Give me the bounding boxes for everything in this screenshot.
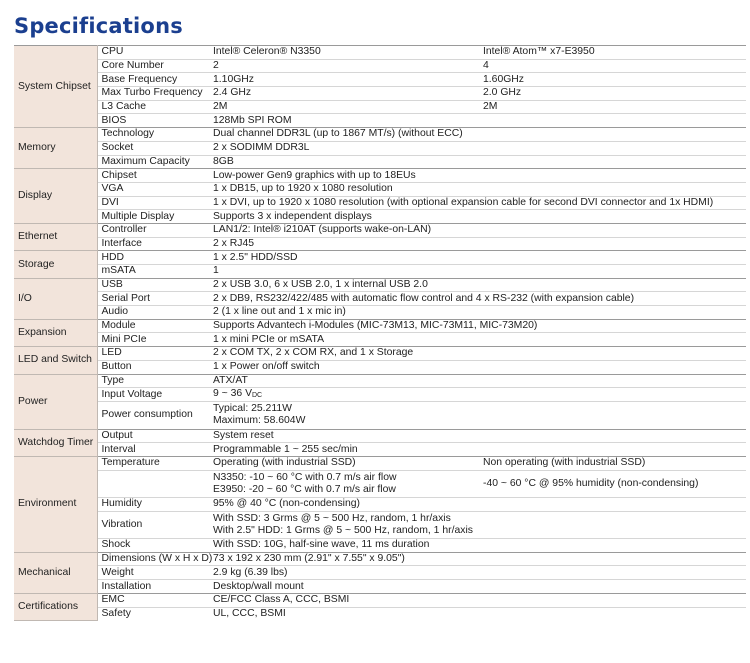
- spec-row: [14, 388, 746, 402]
- spec-item: CPU: [97, 46, 209, 60]
- spec-item: Chipset: [97, 169, 209, 183]
- spec-item: Audio: [97, 306, 209, 320]
- spec-item: Power consumption: [97, 402, 209, 429]
- spec-value-alt: 4: [479, 59, 746, 73]
- spec-value: [209, 593, 479, 607]
- spec-item: Temperature: [97, 456, 209, 470]
- spec-item: Socket: [97, 141, 209, 155]
- specifications-table: [14, 45, 746, 621]
- spec-value-text: Dual channel DDR3L (up to 1867 MT/s) (without ECC): [213, 128, 463, 140]
- spec-item: mSATA: [97, 265, 209, 279]
- spec-item: Shock: [97, 539, 209, 553]
- spec-item: Dimensions (W x H x D): [97, 552, 209, 566]
- spec-value-text: 73 x 192 x 230 mm (2.91" x 7.55" x 9.05"): [213, 553, 405, 565]
- spec-value-alt: [479, 593, 746, 607]
- spec-value-text-line2: E3950: -20 ~ 60 °C with 0.7 m/s air flow: [213, 483, 396, 495]
- spec-value-text: 2 x DB9, RS232/422/485 with automatic flow control and 4 x RS-232 (with expansion cable): [213, 292, 635, 304]
- category-label: LED and Switch: [14, 347, 97, 374]
- spec-value-text: 2M: [213, 101, 228, 113]
- spec-value-text: Supports Advantech i-Modules (MIC-73M13, MIC-73M11, MIC-73M20): [213, 320, 538, 332]
- spec-value: [209, 607, 479, 621]
- spec-item: Type: [97, 374, 209, 388]
- spec-item: Humidity: [97, 498, 209, 512]
- spec-row: [14, 360, 746, 374]
- spec-value: [209, 73, 479, 87]
- spec-row: [14, 607, 746, 621]
- spec-row: [14, 265, 746, 279]
- spec-value-text: 95% @ 40 °C (non-condensing): [213, 498, 360, 510]
- spec-value-alt: [479, 566, 746, 580]
- spec-item: Module: [97, 319, 209, 333]
- spec-value-alt: [479, 347, 746, 361]
- spec-row: [14, 46, 746, 60]
- spec-value: [209, 333, 479, 347]
- spec-item: Max Turbo Frequency: [97, 87, 209, 101]
- spec-row: [14, 319, 746, 333]
- spec-value-text: ATX/AT: [213, 374, 248, 386]
- spec-value-text: Operating (with industrial SSD): [213, 457, 356, 469]
- spec-value: [209, 470, 479, 497]
- spec-value-text: 2 x RJ45: [213, 237, 255, 249]
- category-label: Display: [14, 169, 97, 224]
- spec-item: HDD: [97, 251, 209, 265]
- spec-value: [209, 456, 479, 470]
- spec-value: [209, 155, 479, 169]
- spec-row: [14, 100, 746, 114]
- spec-value-text: 2: [213, 60, 219, 72]
- spec-item: Safety: [97, 607, 209, 621]
- spec-value-text: 1 x DB15, up to 1920 x 1080 resolution: [213, 183, 393, 195]
- spec-value-text: 2 x USB 3.0, 6 x USB 2.0, 1 x internal USB 2.0: [213, 279, 428, 291]
- spec-value-alt: 2.0 GHz: [479, 87, 746, 101]
- spec-row: [14, 223, 746, 237]
- spec-value-alt: [479, 114, 746, 128]
- spec-value-text: Intel® Celeron® N3350: [213, 46, 321, 58]
- spec-row: [14, 347, 746, 361]
- spec-row: [14, 114, 746, 128]
- spec-value: [209, 511, 479, 538]
- spec-value-text: LAN1/2: Intel® i210AT (supports wake-on-LAN): [213, 224, 432, 236]
- spec-item: Technology: [97, 128, 209, 142]
- category-label: Certifications: [14, 593, 97, 620]
- spec-row: [14, 306, 746, 320]
- spec-value-text: 2.9 kg (6.39 lbs): [213, 566, 288, 578]
- spec-value: [209, 87, 479, 101]
- spec-value-alt: [479, 210, 746, 224]
- spec-value-text: 1 x Power on/off switch: [213, 361, 320, 373]
- spec-value-text: 1 x DVI, up to 1920 x 1080 resolution (with optional expansion cable for second DVI connector and 1x HDMI): [213, 196, 714, 208]
- spec-row: [14, 237, 746, 251]
- spec-row: [14, 552, 746, 566]
- category-label: Memory: [14, 128, 97, 169]
- spec-item: Interface: [97, 237, 209, 251]
- spec-item: VGA: [97, 182, 209, 196]
- specifications-body: [14, 46, 746, 621]
- spec-row: [14, 87, 746, 101]
- spec-item: Button: [97, 360, 209, 374]
- spec-value-text: 1 x mini PCIe or mSATA: [213, 333, 325, 345]
- spec-item: Output: [97, 429, 209, 443]
- category-label: I/O: [14, 278, 97, 319]
- spec-value-text: 1 x 2.5" HDD/SSD: [213, 251, 298, 263]
- spec-item: Multiple Display: [97, 210, 209, 224]
- spec-value-text: 1: [213, 265, 219, 277]
- spec-item: BIOS: [97, 114, 209, 128]
- spec-item: EMC: [97, 593, 209, 607]
- spec-value-alt: [479, 182, 746, 196]
- spec-value-alt: [479, 360, 746, 374]
- spec-value-alt: [479, 511, 746, 538]
- spec-value-text: 2.4 GHz: [213, 87, 252, 99]
- spec-value: [209, 374, 479, 388]
- spec-value-text: With SSD: 3 Grms @ 5 ~ 500 Hz, random, 1 hr/axis: [213, 512, 451, 524]
- spec-value: [209, 347, 479, 361]
- spec-value-text: 2 (1 x line out and 1 x mic in): [213, 306, 346, 318]
- spec-value: [209, 388, 479, 402]
- spec-value-alt: [479, 237, 746, 251]
- spec-item: Core Number: [97, 59, 209, 73]
- spec-value: [209, 169, 479, 183]
- spec-value: [209, 278, 479, 292]
- spec-value-alt: 1.60GHz: [479, 73, 746, 87]
- category-label: Watchdog Timer: [14, 429, 97, 456]
- spec-value-alt: Non operating (with industrial SSD): [479, 456, 746, 470]
- spec-item: [97, 470, 209, 497]
- spec-value-alt: [479, 429, 746, 443]
- spec-row: [14, 210, 746, 224]
- spec-item: Installation: [97, 580, 209, 594]
- spec-value-text: 9 ~ 36 V: [213, 388, 252, 400]
- spec-row: [14, 73, 746, 87]
- spec-row: [14, 511, 746, 538]
- spec-value-text: N3350: -10 ~ 60 °C with 0.7 m/s air flow: [213, 471, 397, 483]
- spec-row: [14, 456, 746, 470]
- spec-value: [209, 59, 479, 73]
- spec-value-text: Programmable 1 ~ 255 sec/min: [213, 443, 358, 455]
- spec-value-alt: [479, 278, 746, 292]
- spec-item: Serial Port: [97, 292, 209, 306]
- spec-item: Controller: [97, 223, 209, 237]
- page-title: Specifications: [14, 14, 183, 38]
- spec-item: Vibration: [97, 511, 209, 538]
- spec-row: [14, 251, 746, 265]
- spec-value: [209, 265, 479, 279]
- spec-row: [14, 402, 746, 429]
- spec-value: [209, 141, 479, 155]
- spec-value-text: 2 x SODIMM DDR3L: [213, 142, 310, 154]
- spec-item: Base Frequency: [97, 73, 209, 87]
- spec-value: [209, 223, 479, 237]
- spec-item: Weight: [97, 566, 209, 580]
- spec-value-alt: [479, 580, 746, 594]
- spec-value-alt: [479, 128, 746, 142]
- spec-value-alt: [479, 169, 746, 183]
- spec-row: [14, 196, 746, 210]
- spec-value-text: 128Mb SPI ROM: [213, 114, 292, 126]
- spec-value-alt: [479, 402, 746, 429]
- category-label: Power: [14, 374, 97, 429]
- spec-value: [209, 360, 479, 374]
- spec-value-text: Desktop/wall mount: [213, 580, 304, 592]
- spec-value-subscript: DC: [252, 392, 263, 400]
- spec-item: L3 Cache: [97, 100, 209, 114]
- category-label: Ethernet: [14, 223, 97, 250]
- spec-value-text: System reset: [213, 429, 274, 441]
- spec-value: [209, 128, 479, 142]
- spec-item: Mini PCIe: [97, 333, 209, 347]
- spec-value-text: 1.10GHz: [213, 73, 255, 85]
- spec-value-alt: [479, 498, 746, 512]
- spec-value-alt: -40 ~ 60 °C @ 95% humidity (non-condensing): [479, 470, 746, 497]
- spec-value: [209, 552, 479, 566]
- spec-value: [209, 429, 479, 443]
- spec-row: [14, 182, 746, 196]
- spec-value-text-line2: With 2.5" HDD: 1 Grms @ 5 ~ 500 Hz, random, 1 hr/axis: [213, 524, 473, 536]
- spec-value: [209, 292, 635, 306]
- spec-value-text: Supports 3 x independent displays: [213, 210, 372, 222]
- spec-value-alt: [479, 607, 746, 621]
- spec-value-alt: [479, 552, 746, 566]
- spec-value: [209, 100, 479, 114]
- spec-row: [14, 374, 746, 388]
- spec-value: [209, 182, 479, 196]
- spec-item: Maximum Capacity: [97, 155, 209, 169]
- spec-row: [14, 566, 746, 580]
- spec-value: [209, 539, 479, 553]
- spec-item: USB: [97, 278, 209, 292]
- spec-value-text: 2 x COM TX, 2 x COM RX, and 1 x Storage: [213, 347, 414, 359]
- spec-value: [209, 196, 714, 210]
- spec-value-alt: [479, 388, 746, 402]
- spec-row: [14, 278, 746, 292]
- spec-value-text: UL, CCC, BSMI: [213, 608, 286, 620]
- spec-value-text: Typical: 25.211W: [213, 403, 292, 415]
- spec-value-alt: [479, 265, 746, 279]
- spec-value-text-line2: Maximum: 58.604W: [213, 415, 306, 427]
- spec-value: [209, 251, 479, 265]
- spec-value-alt: [479, 223, 746, 237]
- category-label: Storage: [14, 251, 97, 278]
- spec-value: [209, 237, 479, 251]
- spec-value: [209, 498, 479, 512]
- spec-item: LED: [97, 347, 209, 361]
- spec-row: [14, 593, 746, 607]
- category-label: Mechanical: [14, 552, 97, 593]
- spec-value-alt: [479, 374, 746, 388]
- spec-value-text: With SSD: 10G, half-sine wave, 11 ms duration: [213, 539, 430, 551]
- spec-row: [14, 292, 746, 306]
- spec-value-alt: 2M: [479, 100, 746, 114]
- spec-row: [14, 59, 746, 73]
- spec-row: [14, 498, 746, 512]
- spec-value-text: Low-power Gen9 graphics with up to 18EUs: [213, 169, 416, 181]
- spec-value-alt: [479, 333, 746, 347]
- spec-value-text: 8GB: [213, 155, 234, 167]
- spec-value: [209, 306, 479, 320]
- spec-value-alt: [479, 141, 746, 155]
- category-label: Expansion: [14, 319, 97, 346]
- category-label: System Chipset: [14, 46, 97, 128]
- spec-value: [209, 319, 538, 333]
- spec-value: [209, 114, 479, 128]
- spec-row: [14, 580, 746, 594]
- spec-value-text: CE/FCC Class A, CCC, BSMI: [213, 594, 350, 606]
- spec-value: [209, 580, 479, 594]
- spec-row: [14, 141, 746, 155]
- spec-value: [209, 210, 479, 224]
- spec-value-alt: [479, 306, 746, 320]
- category-label: Environment: [14, 456, 97, 552]
- spec-value-alt: Intel® Atom™ x7-E3950: [479, 46, 746, 60]
- spec-value: [209, 566, 479, 580]
- spec-row: [14, 470, 746, 497]
- spec-item: DVI: [97, 196, 209, 210]
- spec-value-alt: [479, 155, 746, 169]
- spec-value: [209, 443, 479, 457]
- spec-value: [209, 402, 479, 429]
- spec-value-alt: [479, 251, 746, 265]
- spec-item: Input Voltage: [97, 388, 209, 402]
- spec-row: [14, 333, 746, 347]
- spec-value-alt: [479, 539, 746, 553]
- spec-value-alt: [479, 443, 746, 457]
- spec-value: [209, 46, 479, 60]
- spec-row: [14, 169, 746, 183]
- spec-row: [14, 443, 746, 457]
- spec-item: Interval: [97, 443, 209, 457]
- spec-row: [14, 128, 746, 142]
- spec-row: [14, 429, 746, 443]
- spec-row: [14, 155, 746, 169]
- spec-row: [14, 539, 746, 553]
